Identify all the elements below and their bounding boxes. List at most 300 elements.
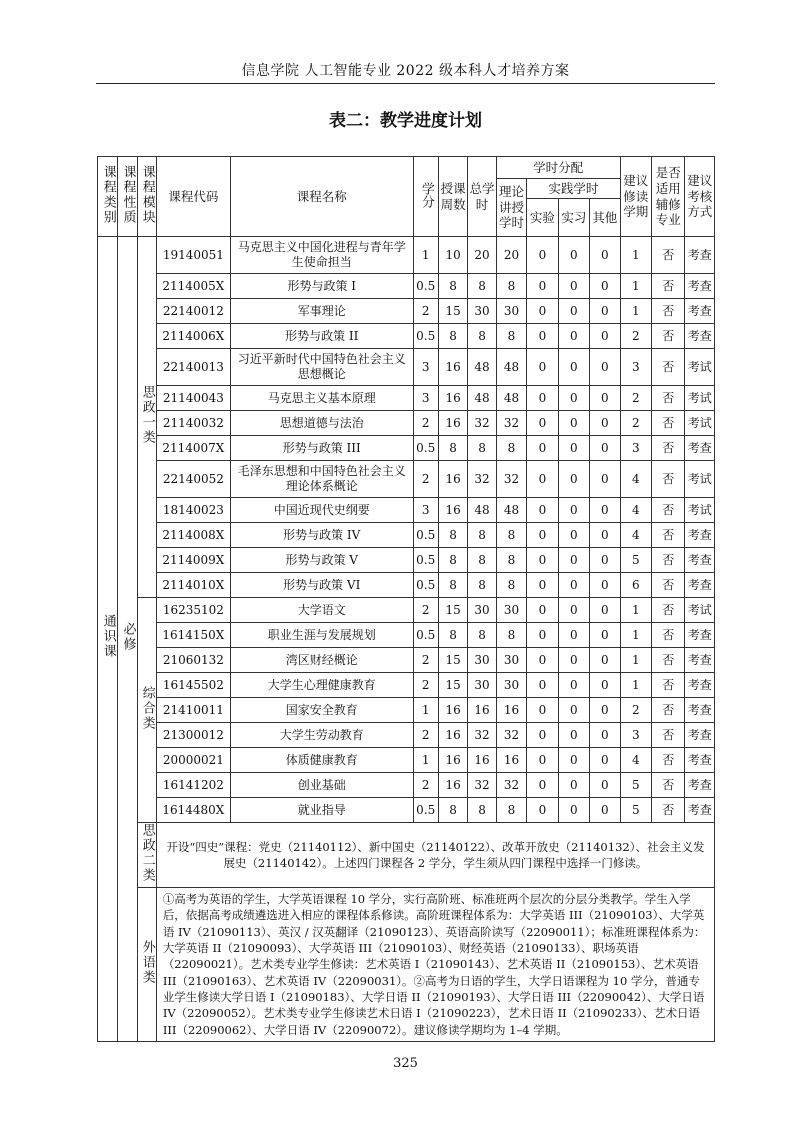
- course-credit: 0.5: [413, 324, 438, 349]
- course-internship-hours: 0: [558, 411, 589, 436]
- course-tutoring: 否: [651, 349, 684, 386]
- course-code: 2114009X: [156, 548, 230, 573]
- course-experiment-hours: 0: [527, 773, 558, 798]
- course-theory-hours: 48: [496, 498, 526, 523]
- course-total-hours: 16: [468, 748, 496, 773]
- course-semester: 3: [620, 436, 651, 461]
- course-other-hours: 0: [590, 623, 620, 648]
- course-assessment: 考查: [685, 324, 715, 349]
- teaching-plan-table: [97, 156, 715, 1042]
- course-code: 21410011: [156, 698, 230, 723]
- course-assessment: 考查: [685, 748, 715, 773]
- course-experiment-hours: 0: [527, 748, 558, 773]
- course-tutoring: 否: [651, 723, 684, 748]
- course-name: 国家安全教育: [230, 698, 413, 723]
- course-experiment-hours: 0: [527, 623, 558, 648]
- course-credit: 0.5: [413, 573, 438, 598]
- course-weeks: 15: [438, 299, 467, 324]
- course-theory-hours: 8: [496, 436, 526, 461]
- course-internship-hours: 0: [558, 623, 589, 648]
- course-theory-hours: 8: [496, 798, 526, 823]
- course-other-hours: 0: [590, 573, 620, 598]
- header-category: 课程类别: [98, 157, 118, 237]
- course-weeks: 8: [438, 798, 467, 823]
- course-semester: 3: [620, 349, 651, 386]
- course-name: 形势与政策 VI: [230, 573, 413, 598]
- course-total-hours: 8: [468, 623, 496, 648]
- course-assessment: 考查: [685, 548, 715, 573]
- course-code: 2114007X: [156, 436, 230, 461]
- course-name: 湾区财经概论: [230, 648, 413, 673]
- header-tutoring: 是否适用辅修专业: [651, 157, 684, 237]
- table-row: [98, 498, 715, 523]
- table-row: [98, 773, 715, 798]
- course-weeks: 16: [438, 411, 467, 436]
- course-code: 2114010X: [156, 573, 230, 598]
- course-experiment-hours: 0: [527, 673, 558, 698]
- course-theory-hours: 30: [496, 648, 526, 673]
- course-total-hours: 8: [468, 523, 496, 548]
- course-code: 20000021: [156, 748, 230, 773]
- course-code: 22140052: [156, 461, 230, 498]
- page-header: 信息学院 人工智能专业 2022 级本科人才培养方案: [241, 63, 570, 79]
- table-row: [98, 548, 715, 573]
- course-other-hours: 0: [590, 411, 620, 436]
- course-weeks: 8: [438, 623, 467, 648]
- table-body: [98, 237, 715, 1042]
- course-experiment-hours: 0: [527, 648, 558, 673]
- header-nature: 课程性质: [118, 157, 137, 237]
- course-total-hours: 8: [468, 324, 496, 349]
- course-theory-hours: 16: [496, 748, 526, 773]
- course-code: 16145502: [156, 673, 230, 698]
- course-experiment-hours: 0: [527, 548, 558, 573]
- course-theory-hours: 8: [496, 523, 526, 548]
- course-experiment-hours: 0: [527, 523, 558, 548]
- course-credit: 1: [413, 698, 438, 723]
- course-semester: 1: [620, 274, 651, 299]
- course-credit: 2: [413, 411, 438, 436]
- course-name: 体质健康教育: [230, 748, 413, 773]
- course-theory-hours: 8: [496, 623, 526, 648]
- course-weeks: 16: [438, 386, 467, 411]
- course-tutoring: 否: [651, 798, 684, 823]
- course-semester: 4: [620, 748, 651, 773]
- course-internship-hours: 0: [558, 498, 589, 523]
- course-experiment-hours: 0: [527, 324, 558, 349]
- course-weeks: 10: [438, 237, 467, 274]
- course-credit: 2: [413, 461, 438, 498]
- table-row: [98, 411, 715, 436]
- course-weeks: 16: [438, 349, 467, 386]
- course-experiment-hours: 0: [527, 386, 558, 411]
- course-total-hours: 32: [468, 723, 496, 748]
- course-name: 形势与政策 V: [230, 548, 413, 573]
- course-total-hours: 30: [468, 673, 496, 698]
- header-other: 其他: [590, 199, 620, 237]
- course-theory-hours: 20: [496, 237, 526, 274]
- course-weeks: 8: [438, 548, 467, 573]
- page-title: 表二：教学进度计划: [329, 111, 482, 131]
- table-row: [98, 798, 715, 823]
- course-weeks: 16: [438, 773, 467, 798]
- course-other-hours: 0: [590, 598, 620, 623]
- course-internship-hours: 0: [558, 349, 589, 386]
- course-assessment: 考查: [685, 299, 715, 324]
- course-weeks: 16: [438, 461, 467, 498]
- course-theory-hours: 8: [496, 274, 526, 299]
- course-theory-hours: 32: [496, 773, 526, 798]
- table-row: [98, 598, 715, 623]
- course-semester: 4: [620, 498, 651, 523]
- header-experiment: 实验: [527, 199, 558, 237]
- course-theory-hours: 30: [496, 673, 526, 698]
- course-weeks: 15: [438, 648, 467, 673]
- table-row: [98, 386, 715, 411]
- header-name: 课程名称: [230, 157, 413, 237]
- course-semester: 4: [620, 461, 651, 498]
- table-row: [98, 274, 715, 299]
- table-row: [98, 723, 715, 748]
- course-other-hours: 0: [590, 523, 620, 548]
- course-internship-hours: 0: [558, 698, 589, 723]
- course-tutoring: 否: [651, 748, 684, 773]
- course-tutoring: 否: [651, 299, 684, 324]
- course-name: 形势与政策 II: [230, 324, 413, 349]
- course-credit: 2: [413, 598, 438, 623]
- sizheng2-row: [98, 823, 715, 888]
- course-tutoring: 否: [651, 274, 684, 299]
- course-weeks: 16: [438, 698, 467, 723]
- course-experiment-hours: 0: [527, 411, 558, 436]
- course-experiment-hours: 0: [527, 436, 558, 461]
- course-assessment: 考查: [685, 723, 715, 748]
- course-code: 1614480X: [156, 798, 230, 823]
- course-semester: 5: [620, 773, 651, 798]
- course-weeks: 16: [438, 498, 467, 523]
- course-other-hours: 0: [590, 274, 620, 299]
- course-tutoring: 否: [651, 436, 684, 461]
- course-total-hours: 8: [468, 573, 496, 598]
- header-practice-group: 实践学时: [527, 179, 620, 199]
- course-semester: 4: [620, 523, 651, 548]
- course-tutoring: 否: [651, 461, 684, 498]
- course-semester: 1: [620, 648, 651, 673]
- course-code: 2114005X: [156, 274, 230, 299]
- course-credit: 1: [413, 237, 438, 274]
- course-name: 思想道德与法治: [230, 411, 413, 436]
- waiyu-row: [98, 888, 715, 1042]
- course-theory-hours: 8: [496, 573, 526, 598]
- course-other-hours: 0: [590, 698, 620, 723]
- course-internship-hours: 0: [558, 237, 589, 274]
- course-theory-hours: 8: [496, 324, 526, 349]
- course-assessment: 考查: [685, 698, 715, 723]
- course-name: 大学生心理健康教育: [230, 673, 413, 698]
- course-semester: 2: [620, 324, 651, 349]
- course-name: 创业基础: [230, 773, 413, 798]
- course-semester: 5: [620, 548, 651, 573]
- course-total-hours: 30: [468, 299, 496, 324]
- course-credit: 0.5: [413, 523, 438, 548]
- course-theory-hours: 32: [496, 411, 526, 436]
- course-theory-hours: 48: [496, 349, 526, 386]
- course-assessment: 考查: [685, 773, 715, 798]
- course-weeks: 8: [438, 436, 467, 461]
- table-row: [98, 623, 715, 648]
- course-credit: 3: [413, 498, 438, 523]
- course-tutoring: 否: [651, 237, 684, 274]
- course-other-hours: 0: [590, 723, 620, 748]
- course-credit: 0.5: [413, 274, 438, 299]
- course-tutoring: 否: [651, 411, 684, 436]
- course-code: 21300012: [156, 723, 230, 748]
- course-internship-hours: 0: [558, 798, 589, 823]
- course-other-hours: 0: [590, 349, 620, 386]
- course-credit: 2: [413, 673, 438, 698]
- module-waiyu-cell: 外语类: [137, 888, 156, 1042]
- course-code: 2114008X: [156, 523, 230, 548]
- course-name: 大学语文: [230, 598, 413, 623]
- header-assessment: 建议考核方式: [685, 157, 715, 237]
- course-other-hours: 0: [590, 673, 620, 698]
- course-name: 马克思主义中国化进程与青年学生使命担当: [230, 237, 413, 274]
- course-credit: 2: [413, 723, 438, 748]
- course-total-hours: 48: [468, 386, 496, 411]
- course-code: 21060132: [156, 648, 230, 673]
- course-semester: 6: [620, 573, 651, 598]
- header-module: 课程模块: [137, 157, 156, 237]
- course-total-hours: 8: [468, 436, 496, 461]
- course-total-hours: 32: [468, 773, 496, 798]
- course-other-hours: 0: [590, 386, 620, 411]
- course-total-hours: 8: [468, 548, 496, 573]
- course-theory-hours: 8: [496, 548, 526, 573]
- header-theory: 理论讲授学时: [496, 179, 526, 237]
- course-weeks: 16: [438, 748, 467, 773]
- course-internship-hours: 0: [558, 299, 589, 324]
- course-total-hours: 16: [468, 698, 496, 723]
- table-row: [98, 698, 715, 723]
- course-assessment: 考查: [685, 436, 715, 461]
- course-semester: 3: [620, 723, 651, 748]
- course-total-hours: 8: [468, 274, 496, 299]
- course-semester: 2: [620, 411, 651, 436]
- waiyu-note: ①高考为英语的学生，大学英语课程 10 学分，实行高阶班、标准班两个层次的分层分类教学。学生入学后，依据高考成绩遴选进入相应的课程体系修读。高阶班课程体系为：大学英语 III（21090103）、大学英语 IV（21090113）、英汉 / 汉英翻译（21090123）、英语高阶读写（22090011）；标准班课程体系为：大学英语 II（21090093）、大学英语 III（21090103）、财经英语（21090133）、职场英语（22090021）。艺术类专业学生修读：艺术英语 I（21090143）、艺术英语 II（21090153）、艺术英语 III（21090163）、艺术英语 IV（22090031）。②高考为日语的学生，大学日语课程为 10 学分，普通专业学生修读大学日语 I（21090183）、大学日语 II（21090193）、大学日语 III（22090042）、大学日语 IV（22090052）。艺术类专业学生修读艺术日语 I（21090223），艺术日语 II（21090233）、艺术日语 III（22090062）、大学日语 IV（22090072）。建议修读学期均为 1–4 学期。: [156, 888, 714, 1042]
- table-row: [98, 573, 715, 598]
- course-assessment: 考试: [685, 598, 715, 623]
- module-sizheng2-cell: 思政二类: [137, 823, 156, 888]
- course-internship-hours: 0: [558, 648, 589, 673]
- course-weeks: 15: [438, 598, 467, 623]
- course-internship-hours: 0: [558, 723, 589, 748]
- course-credit: 2: [413, 299, 438, 324]
- course-total-hours: 32: [468, 461, 496, 498]
- course-other-hours: 0: [590, 436, 620, 461]
- course-experiment-hours: 0: [527, 698, 558, 723]
- header-code: 课程代码: [156, 157, 230, 237]
- course-code: 22140013: [156, 349, 230, 386]
- course-semester: 1: [620, 623, 651, 648]
- course-code: 19140051: [156, 237, 230, 274]
- table-row: [98, 324, 715, 349]
- course-total-hours: 32: [468, 411, 496, 436]
- course-other-hours: 0: [590, 548, 620, 573]
- course-weeks: 8: [438, 523, 467, 548]
- course-name: 形势与政策 I: [230, 274, 413, 299]
- course-code: 21140032: [156, 411, 230, 436]
- course-code: 22140012: [156, 299, 230, 324]
- header-hours-group: 学时分配: [496, 157, 620, 179]
- course-semester: 1: [620, 598, 651, 623]
- course-assessment: 考试: [685, 386, 715, 411]
- course-tutoring: 否: [651, 773, 684, 798]
- course-tutoring: 否: [651, 573, 684, 598]
- course-other-hours: 0: [590, 237, 620, 274]
- course-total-hours: 30: [468, 598, 496, 623]
- header-semester: 建议修读学期: [620, 157, 651, 237]
- course-other-hours: 0: [590, 498, 620, 523]
- table-row: [98, 436, 715, 461]
- header-internship: 实习: [558, 199, 589, 237]
- course-theory-hours: 48: [496, 386, 526, 411]
- course-name: 形势与政策 III: [230, 436, 413, 461]
- course-assessment: 考试: [685, 349, 715, 386]
- course-other-hours: 0: [590, 461, 620, 498]
- course-tutoring: 否: [651, 548, 684, 573]
- course-tutoring: 否: [651, 498, 684, 523]
- table-row: [98, 748, 715, 773]
- course-internship-hours: 0: [558, 324, 589, 349]
- course-weeks: 15: [438, 673, 467, 698]
- course-internship-hours: 0: [558, 548, 589, 573]
- course-assessment: 考试: [685, 461, 715, 498]
- course-theory-hours: 30: [496, 299, 526, 324]
- course-weeks: 16: [438, 723, 467, 748]
- course-assessment: 考查: [685, 623, 715, 648]
- course-theory-hours: 16: [496, 698, 526, 723]
- course-code: 2114006X: [156, 324, 230, 349]
- course-credit: 3: [413, 386, 438, 411]
- course-other-hours: 0: [590, 648, 620, 673]
- course-tutoring: 否: [651, 324, 684, 349]
- course-credit: 0.5: [413, 436, 438, 461]
- table-row: [98, 237, 715, 274]
- course-credit: 0.5: [413, 548, 438, 573]
- course-weeks: 8: [438, 324, 467, 349]
- header-credit: 学分: [413, 157, 438, 237]
- course-name: 马克思主义基本原理: [230, 386, 413, 411]
- course-weeks: 8: [438, 573, 467, 598]
- course-other-hours: 0: [590, 748, 620, 773]
- course-name: 就业指导: [230, 798, 413, 823]
- course-tutoring: 否: [651, 523, 684, 548]
- course-code: 16141202: [156, 773, 230, 798]
- course-internship-hours: 0: [558, 523, 589, 548]
- course-tutoring: 否: [651, 648, 684, 673]
- course-experiment-hours: 0: [527, 461, 558, 498]
- module-sizheng1-cell: 思政一类: [137, 237, 156, 598]
- course-code: 16235102: [156, 598, 230, 623]
- course-experiment-hours: 0: [527, 598, 558, 623]
- course-total-hours: 8: [468, 798, 496, 823]
- course-internship-hours: 0: [558, 386, 589, 411]
- course-total-hours: 20: [468, 237, 496, 274]
- course-internship-hours: 0: [558, 598, 589, 623]
- course-assessment: 考查: [685, 673, 715, 698]
- course-tutoring: 否: [651, 698, 684, 723]
- table-row: [98, 673, 715, 698]
- table-row: [98, 299, 715, 324]
- table-row: [98, 648, 715, 673]
- header-weeks: 授课周数: [438, 157, 467, 237]
- course-internship-hours: 0: [558, 436, 589, 461]
- course-semester: 1: [620, 299, 651, 324]
- course-assessment: 考试: [685, 498, 715, 523]
- course-name: 军事理论: [230, 299, 413, 324]
- sizheng2-note: 开设“四史”课程：党史（21140112）、新中国史（21140122）、改革开放史（21140132）、社会主义发展史（21140142）。上述四门课程各 2 学分，学生须从四门课程中选择一门修读。: [156, 823, 714, 888]
- course-code: 1614150X: [156, 623, 230, 648]
- course-assessment: 考查: [685, 648, 715, 673]
- course-experiment-hours: 0: [527, 299, 558, 324]
- course-other-hours: 0: [590, 299, 620, 324]
- page-number: 325: [393, 1056, 418, 1071]
- course-credit: 2: [413, 648, 438, 673]
- course-weeks: 8: [438, 274, 467, 299]
- course-internship-hours: 0: [558, 573, 589, 598]
- course-assessment: 考查: [685, 573, 715, 598]
- course-internship-hours: 0: [558, 461, 589, 498]
- course-code: 18140023: [156, 498, 230, 523]
- course-total-hours: 48: [468, 349, 496, 386]
- module-zonghe-cell: 综合类: [137, 598, 156, 823]
- course-assessment: 考查: [685, 523, 715, 548]
- course-internship-hours: 0: [558, 773, 589, 798]
- table-row: [98, 349, 715, 386]
- course-tutoring: 否: [651, 386, 684, 411]
- course-theory-hours: 32: [496, 461, 526, 498]
- course-internship-hours: 0: [558, 748, 589, 773]
- course-tutoring: 否: [651, 598, 684, 623]
- category-cell: 通识课: [98, 237, 118, 1042]
- course-theory-hours: 32: [496, 723, 526, 748]
- course-experiment-hours: 0: [527, 498, 558, 523]
- course-assessment: 考查: [685, 798, 715, 823]
- course-experiment-hours: 0: [527, 798, 558, 823]
- course-name: 大学生劳动教育: [230, 723, 413, 748]
- table-row: [98, 523, 715, 548]
- course-code: 21140043: [156, 386, 230, 411]
- course-internship-hours: 0: [558, 274, 589, 299]
- course-assessment: 考试: [685, 411, 715, 436]
- course-experiment-hours: 0: [527, 573, 558, 598]
- course-theory-hours: 30: [496, 598, 526, 623]
- course-name: 习近平新时代中国特色社会主义思想概论: [230, 349, 413, 386]
- header-total: 总学时: [468, 157, 496, 237]
- course-total-hours: 48: [468, 498, 496, 523]
- course-credit: 1: [413, 748, 438, 773]
- course-credit: 0.5: [413, 798, 438, 823]
- course-other-hours: 0: [590, 798, 620, 823]
- course-semester: 5: [620, 798, 651, 823]
- course-other-hours: 0: [590, 324, 620, 349]
- course-assessment: 考查: [685, 237, 715, 274]
- course-name: 职业生涯与发展规划: [230, 623, 413, 648]
- course-experiment-hours: 0: [527, 349, 558, 386]
- course-credit: 2: [413, 773, 438, 798]
- course-semester: 2: [620, 698, 651, 723]
- course-tutoring: 否: [651, 673, 684, 698]
